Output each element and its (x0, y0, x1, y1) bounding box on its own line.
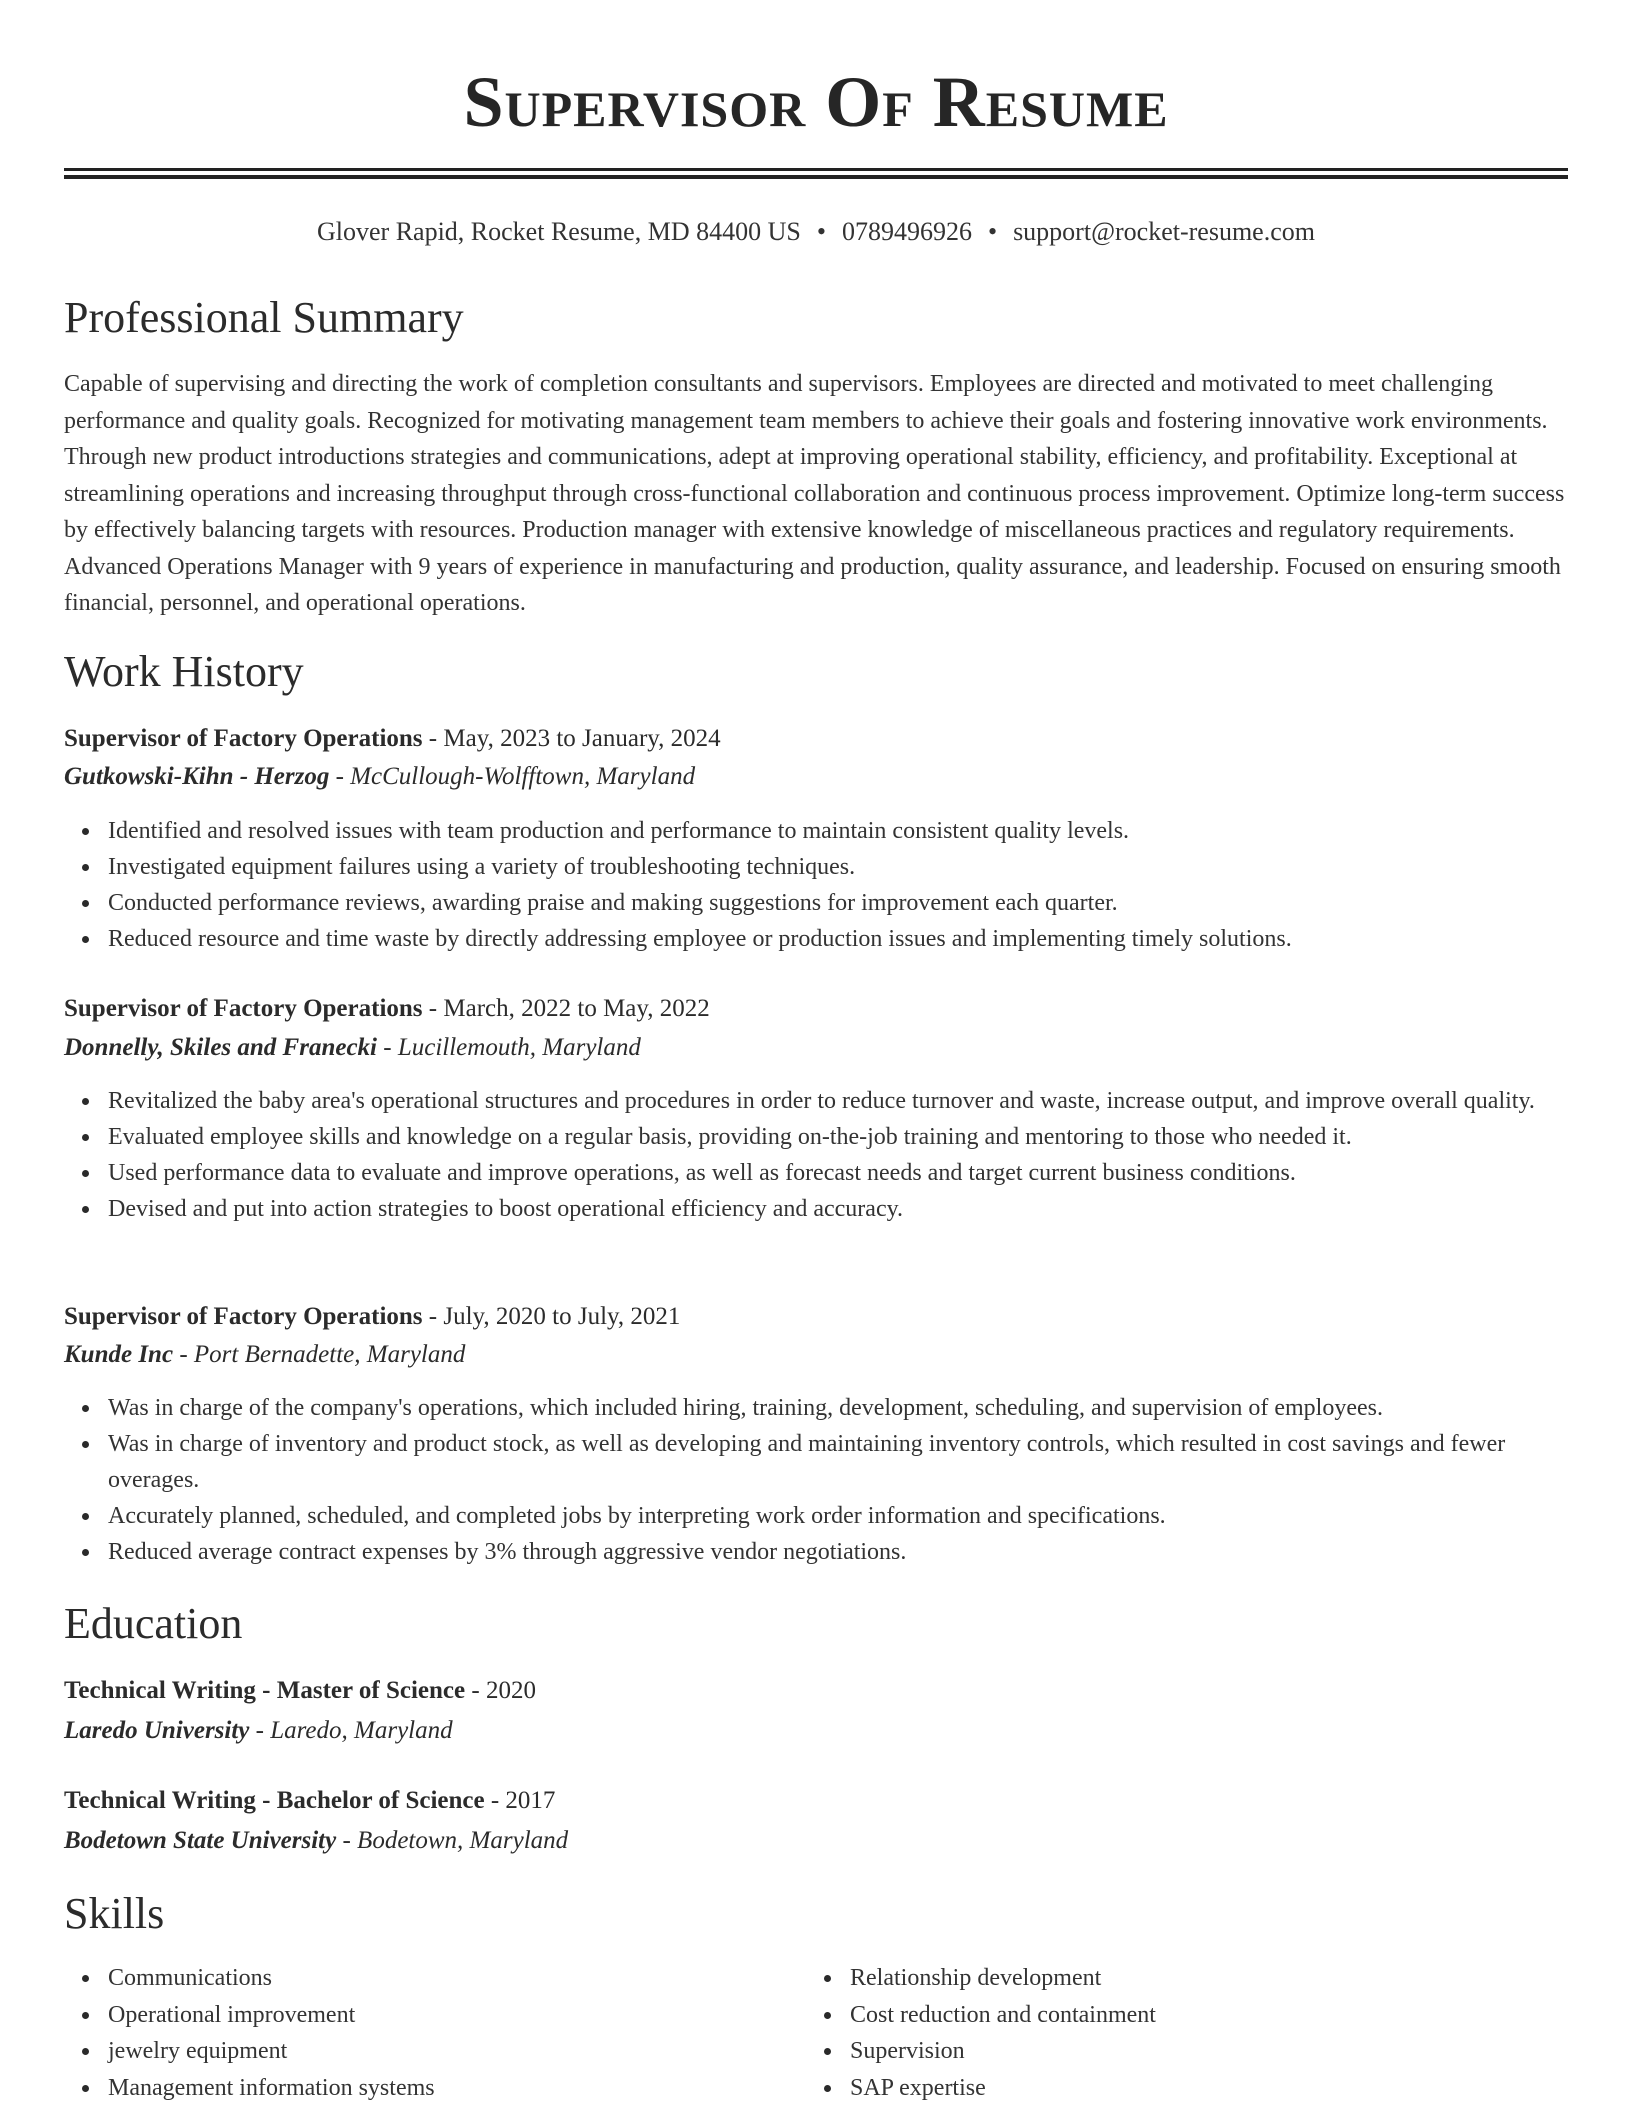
list-item: Identified and resolved issues with team production and performance to maintain consistent quality levels. (64, 813, 1574, 849)
job-duties-list (64, 1390, 1574, 1570)
list-item: Investigated equipment failures using a variety of troubleshooting techniques. (64, 849, 1574, 885)
list-item: Was in charge of inventory and product stock, as well as developing and maintaining inventory controls, which resulted in cost savings and fewer overages. (64, 1426, 1574, 1498)
job-company: Gutkowski-Kihn - Herzog (64, 763, 330, 790)
job-duties-list (64, 813, 1574, 957)
education-degree-line (64, 1674, 536, 1708)
list-item: Accurately planned, scheduled, and completed jobs by interpreting work order information and specifications. (64, 1498, 1574, 1534)
education-location: - Bodetown, Maryland (336, 1827, 569, 1854)
job-dates: - July, 2020 to July, 2021 (422, 1303, 681, 1330)
list-item: Used performance data to evaluate and improve operations, as well as forecast needs and target current business conditions. (64, 1155, 1574, 1191)
summary-text: Capable of supervising and directing the work of completion consultants and supervisors. Employees are directed and motivated to meet challenging performance and quality goals. Recognized for motivating management team members to achieve their goals and fostering innovative work environments. Through new product introductions strategies and communications, adept at improving operational stability, efficiency, and profitability. Exceptional at streamlining operations and increasing throughput through cross-functional collaboration and continuous process improvement. Optimize long-term success by effectively balancing targets with resources. Production manager with extensive knowledge of miscellaneous practices and regulatory requirements. Advanced Operations Manager with 9 years of experience in manufacturing and production, quality assurance, and leadership. Focused on ensuring smooth financial, personnel, and operational operations. (64, 371, 1565, 616)
skills-list-left (64, 1960, 435, 2106)
education-degree-line (64, 1784, 555, 1818)
contact-separator: • (987, 217, 998, 246)
education-heading: Education (64, 1599, 243, 1648)
job-location: - Port Bernadette, Maryland (173, 1341, 466, 1368)
education-school-line (64, 1824, 568, 1858)
skill-item: Communications (64, 1960, 435, 1997)
list-item: Devised and put into action strategies to boost operational efficiency and accuracy. (64, 1191, 1574, 1227)
list-item: Reduced resource and time waste by directly addressing employee or production issues and implementing timely solutions. (64, 921, 1574, 957)
contact-separator: • (816, 217, 826, 246)
contact-phone: 0789496926 (841, 217, 972, 246)
skill-item: Relationship development (806, 1960, 1156, 1997)
education-year: - 2017 (484, 1787, 556, 1814)
title-divider-top (64, 168, 1568, 171)
job-company-line (64, 1031, 641, 1065)
skill-item: jewelry equipment (64, 2033, 435, 2070)
job-company: Donnelly, Skiles and Franecki (64, 1034, 377, 1061)
summary-heading: Professional Summary (64, 293, 464, 342)
skills-list-right (806, 1960, 1156, 2106)
contact-address: Glover Rapid, Rocket Resume, MD 84400 US (317, 217, 801, 246)
education-degree: Technical Writing - Master of Science (64, 1677, 466, 1704)
job-company-line (64, 1338, 465, 1372)
resume-title: Supervisor Of Resume (463, 62, 1169, 142)
education-school: Bodetown State University (64, 1827, 337, 1854)
skill-item: Management information systems (64, 2070, 435, 2107)
job-title-line (64, 1300, 680, 1334)
list-item: Conducted performance reviews, awarding praise and making suggestions for improvement each quarter. (64, 885, 1574, 921)
list-item: Revitalized the baby area's operational structures and procedures in order to reduce turnover and waste, increase output, and improve overall quality. (64, 1083, 1574, 1119)
list-item: Reduced average contract expenses by 3% through aggressive vendor negotiations. (64, 1534, 1574, 1570)
education-school-line (64, 1714, 453, 1748)
list-item: Evaluated employee skills and knowledge on a regular basis, providing on-the-job training and mentoring to those who needed it. (64, 1119, 1574, 1155)
job-dates: - May, 2023 to January, 2024 (422, 725, 721, 752)
job-title: Supervisor of Factory Operations (64, 995, 423, 1022)
education-school: Laredo University (64, 1717, 250, 1744)
skill-item: SAP expertise (806, 2070, 1156, 2107)
job-location: - McCullough-Wolfftown, Maryland (329, 763, 696, 790)
skill-item: Operational improvement (64, 1997, 435, 2034)
job-duties-list (64, 1083, 1574, 1227)
job-dates: - March, 2022 to May, 2022 (422, 995, 710, 1022)
skill-item: Supervision (806, 2033, 1156, 2070)
skills-heading: Skills (64, 1889, 165, 1938)
job-title: Supervisor of Factory Operations (64, 1303, 423, 1330)
education-location: - Laredo, Maryland (249, 1717, 453, 1744)
list-item: Was in charge of the company's operations, which included hiring, training, development, scheduling, and supervision of employees. (64, 1390, 1574, 1426)
job-location: - Lucillemouth, Maryland (377, 1034, 641, 1061)
title-divider-bottom (64, 175, 1568, 179)
job-company: Kunde Inc (64, 1341, 174, 1368)
work-history-heading: Work History (64, 647, 304, 696)
contact-email[interactable]: support@rocket-resume.com (1013, 217, 1315, 246)
job-title-line (64, 992, 710, 1026)
job-title: Supervisor of Factory Operations (64, 725, 423, 752)
job-company-line (64, 760, 695, 794)
education-degree: Technical Writing - Bachelor of Science (64, 1787, 485, 1814)
education-year: - 2020 (465, 1677, 536, 1704)
contact-line (64, 216, 1568, 248)
skill-item: Cost reduction and containment (806, 1997, 1156, 2034)
job-title-line (64, 722, 721, 756)
